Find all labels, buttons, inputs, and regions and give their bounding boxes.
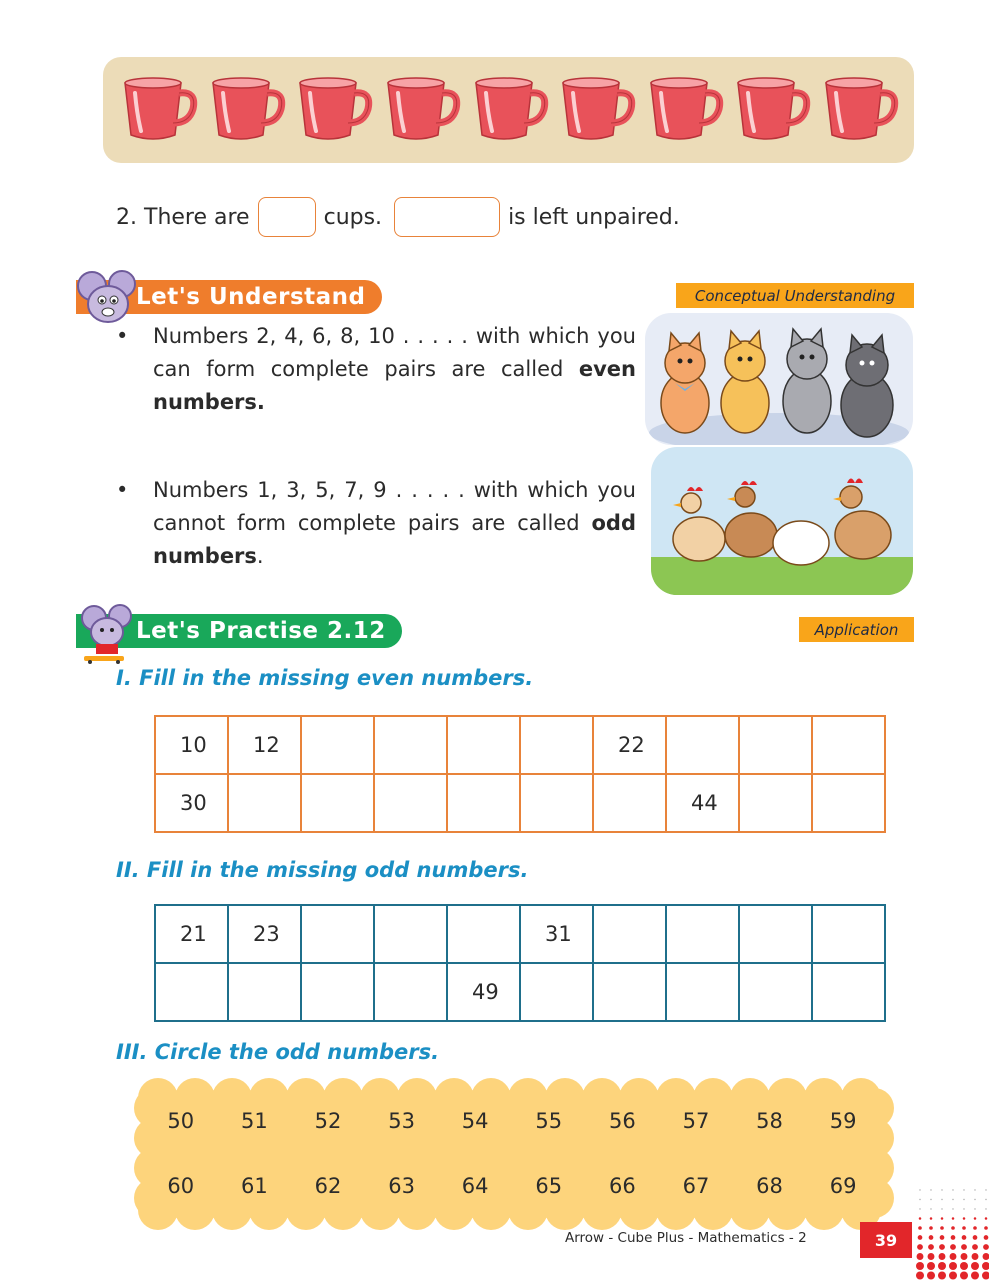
mouse-skateboard-mascot-icon (76, 604, 140, 664)
cup-icon (294, 75, 374, 145)
odd-grid-cell: 31 (520, 905, 593, 963)
bullet-icon: • (116, 478, 129, 502)
circle-number[interactable]: 65 (535, 1174, 563, 1198)
application-tag: Application (799, 617, 914, 642)
hens-illustration (651, 447, 913, 595)
even-grid-cell[interactable] (447, 716, 520, 774)
circle-number[interactable]: 52 (314, 1109, 342, 1133)
odd-grid-cell[interactable] (301, 905, 374, 963)
circle-number[interactable]: 51 (241, 1109, 268, 1133)
even-grid-cell[interactable] (447, 774, 520, 832)
cup-icon (645, 75, 725, 145)
odd-grid-cell[interactable] (374, 905, 447, 963)
even-grid-row (155, 716, 885, 774)
even-grid-row (155, 774, 885, 832)
even-definition-text: Numbers 2, 4, 6, 8, 10 . . . . . with which you can form complete pairs are called (153, 324, 636, 381)
even-grid-cell: 30 (155, 774, 228, 832)
even-grid-cell[interactable] (520, 774, 593, 832)
circle-number[interactable]: 67 (682, 1174, 710, 1198)
unpaired-answer-box[interactable] (394, 197, 500, 237)
even-grid-cell[interactable] (739, 774, 812, 832)
odd-grid-cell[interactable] (447, 905, 520, 963)
odd-grid-cell: 49 (447, 963, 520, 1021)
circle-number[interactable]: 62 (314, 1174, 342, 1198)
even-grid-cell: 12 (228, 716, 301, 774)
decorative-dots-icon (915, 1185, 989, 1280)
odd-grid-cell[interactable] (666, 905, 739, 963)
circle-number[interactable]: 64 (461, 1174, 489, 1198)
cup-icon (207, 75, 287, 145)
even-numbers-instruction: I. Fill in the missing even numbers. (116, 666, 534, 690)
practise-banner (76, 614, 402, 648)
even-grid-cell[interactable] (666, 716, 739, 774)
odd-grid-row (155, 963, 885, 1021)
question-text-after: is left unpaired. (508, 204, 680, 230)
even-definition-term: even numbers. (153, 357, 636, 414)
odd-grid-cell: 23 (228, 905, 301, 963)
circle-number[interactable]: 61 (241, 1174, 268, 1198)
even-grid-cell[interactable] (812, 774, 885, 832)
bullet-icon: • (116, 324, 129, 348)
circle-number[interactable]: 59 (829, 1109, 857, 1133)
odd-grid-cell[interactable] (812, 905, 885, 963)
circle-number[interactable]: 56 (608, 1109, 636, 1133)
circle-odd-instruction: III. Circle the odd numbers. (116, 1040, 440, 1064)
page-number: 39 (860, 1222, 912, 1258)
cup-icon (119, 75, 199, 145)
cup-icon (820, 75, 900, 145)
odd-grid-cell: 21 (155, 905, 228, 963)
circle-number[interactable]: 66 (608, 1174, 636, 1198)
even-grid-cell[interactable] (374, 774, 447, 832)
cup-icon (557, 75, 637, 145)
odd-grid-cell[interactable] (374, 963, 447, 1021)
circle-number[interactable]: 57 (682, 1109, 710, 1133)
circle-number[interactable]: 55 (535, 1109, 563, 1133)
cup-icon (382, 75, 462, 145)
even-grid-cell[interactable] (301, 774, 374, 832)
odd-grid-cell[interactable] (520, 963, 593, 1021)
circle-number[interactable]: 54 (461, 1109, 489, 1133)
odd-grid-cell[interactable] (739, 963, 812, 1021)
understand-title: Let's Understand (76, 280, 382, 314)
cup-icon (470, 75, 550, 145)
cups-count-answer-box[interactable] (258, 197, 316, 237)
circle-numbers-row-2 (144, 1174, 884, 1198)
odd-numbers-instruction: II. Fill in the missing odd numbers. (116, 858, 529, 882)
even-grid-cell[interactable] (812, 716, 885, 774)
practise-title: Let's Practise 2.12 (76, 614, 402, 648)
cups-strip (103, 57, 914, 163)
question-text-middle: cups. (323, 204, 383, 230)
odd-grid-cell[interactable] (301, 963, 374, 1021)
footer-book-title: Arrow - Cube Plus - Mathematics - 2 (565, 1230, 807, 1246)
odd-grid-cell[interactable] (228, 963, 301, 1021)
circle-number[interactable]: 60 (167, 1174, 195, 1198)
odd-definition-term: odd numbers (153, 511, 636, 568)
circle-number[interactable]: 63 (388, 1174, 415, 1198)
question-number: 2. (116, 204, 137, 230)
odd-grid-cell[interactable] (155, 963, 228, 1021)
circle-number[interactable]: 68 (756, 1174, 783, 1198)
odd-definition-tail: . (256, 544, 264, 568)
even-numbers-definition (116, 320, 636, 419)
odd-grid-cell[interactable] (666, 963, 739, 1021)
understand-banner (76, 280, 382, 314)
question-text-before: There are (144, 204, 250, 230)
circle-numbers-row-1 (144, 1109, 884, 1133)
even-grid-cell: 10 (155, 716, 228, 774)
numbers-cloud-background (134, 1078, 894, 1230)
even-grid-cell[interactable] (228, 774, 301, 832)
circle-number[interactable]: 58 (756, 1109, 783, 1133)
odd-numbers-grid (154, 904, 886, 1022)
circle-number[interactable]: 53 (388, 1109, 415, 1133)
even-grid-cell[interactable] (374, 716, 447, 774)
odd-grid-cell[interactable] (593, 905, 666, 963)
even-grid-cell: 22 (593, 716, 666, 774)
odd-definition-text: Numbers 1, 3, 5, 7, 9 . . . . . with which you cannot form complete pairs are called (153, 478, 636, 535)
odd-grid-row (155, 905, 885, 963)
cats-illustration (645, 313, 913, 445)
odd-grid-cell[interactable] (739, 905, 812, 963)
cup-icon (732, 75, 812, 145)
odd-numbers-definition (116, 474, 636, 573)
circle-number[interactable]: 50 (167, 1109, 195, 1133)
even-numbers-grid (154, 715, 886, 833)
question-2 (116, 196, 680, 238)
circle-number[interactable]: 69 (829, 1174, 857, 1198)
even-grid-cell[interactable] (301, 716, 374, 774)
odd-grid-cell[interactable] (593, 963, 666, 1021)
even-grid-cell[interactable] (593, 774, 666, 832)
odd-grid-cell[interactable] (812, 963, 885, 1021)
even-grid-cell[interactable] (739, 716, 812, 774)
even-grid-cell[interactable] (520, 716, 593, 774)
even-grid-cell: 44 (666, 774, 739, 832)
conceptual-tag: Conceptual Understanding (676, 283, 914, 308)
